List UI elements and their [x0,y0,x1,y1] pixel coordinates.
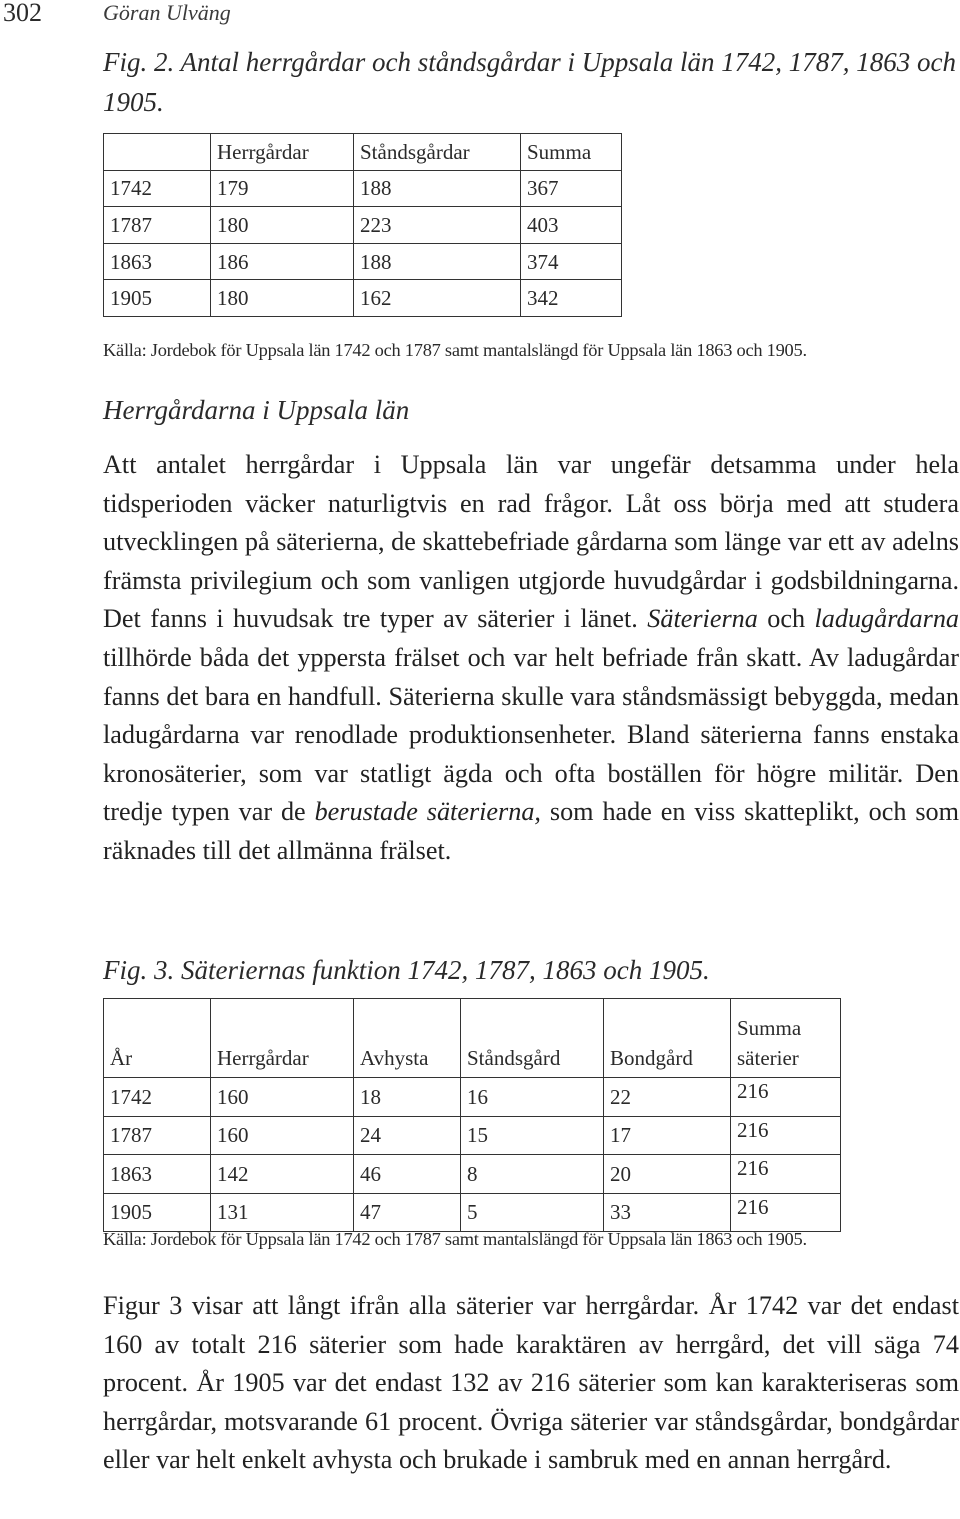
table-cell: 15 [461,1116,604,1155]
table-cell: 1863 [104,1155,211,1194]
table-cell: 180 [211,207,354,244]
table-cell: 179 [211,170,354,207]
summa-line-2: säterier [737,1046,799,1070]
emphasis-term: ladugårdarna [814,604,960,634]
table-header-cell: År [104,999,211,1078]
table-cell: 367 [521,170,622,207]
fig2-table [103,133,622,317]
table-cell: 160 [211,1078,354,1117]
emphasis-term: Säterierna [647,604,758,634]
table-cell: 216 [731,1078,841,1117]
table-cell: 180 [211,280,354,317]
table-cell: 188 [354,170,521,207]
fig2-source-note: Källa: Jordebok för Uppsala län 1742 och 1787 samt mantalslängd för Uppsala län 1863 och 1905. [103,340,807,360]
table-cell: 5 [461,1193,604,1232]
table-header-cell: Bondgård [604,999,731,1078]
table-cell: 18 [354,1078,461,1117]
section-heading: Herrgårdarna i Uppsala län [103,395,410,425]
table-cell [104,134,211,171]
table-cell: 403 [521,207,622,244]
paragraph-text: Att antalet herrgårdar i Uppsala län var ungefär detsamma under hela tidsperioden väcker naturligtvis en rad frågor. Låt oss börja med att studera utvecklingen på säterierna, de skattebefriade gårdarna som länge var ett av adelns främsta privilegium och som vanligen utgjorde huvudgårdar i godsbildningarna. Det fanns i huvudsak tre typer av säterier i länet. [103,450,959,634]
fig2-caption: Fig. 2. Antal herrgårdar och ståndsgårdar i Uppsala län 1742, 1787, 1863 och 1905. [103,47,957,117]
table-row [104,170,622,207]
table-cell: 22 [604,1078,731,1117]
table-cell: 1742 [104,1078,211,1117]
table-header-cell: Herrgårdar [211,134,354,171]
table-header-cell: Ståndsgård [461,999,604,1078]
table-cell: 17 [604,1116,731,1155]
table-header-cell: Summa [521,134,622,171]
table-row [104,207,622,244]
table-cell: 131 [211,1193,354,1232]
fig3-table [103,998,841,1232]
table-cell: 1905 [104,280,211,317]
table-cell: 216 [731,1193,841,1232]
table-cell: 24 [354,1116,461,1155]
table-header-row [104,134,622,171]
table-cell: 160 [211,1116,354,1155]
running-header-author: Göran Ulväng [103,0,231,25]
table-row [104,1116,841,1155]
table-row [104,1155,841,1194]
paragraph-text: och [757,604,815,634]
table-cell: 20 [604,1155,731,1194]
table-cell: 47 [354,1193,461,1232]
page-number: 302 [3,0,42,27]
table-header-cell-summa [731,999,841,1078]
table-cell: 223 [354,207,521,244]
table-cell: 46 [354,1155,461,1194]
table-cell: 8 [461,1155,604,1194]
table-cell: 216 [731,1116,841,1155]
table-cell: 186 [211,243,354,280]
table-row [104,280,622,317]
table-cell: 162 [354,280,521,317]
emphasis-term: berustade säterierna, [314,797,541,827]
table-row [104,1078,841,1117]
table-header-cell: Herrgårdar [211,999,354,1078]
table-header-cell: Ståndsgårdar [354,134,521,171]
table-cell: 216 [731,1155,841,1194]
table-header-cell: Avhysta [354,999,461,1078]
table-cell: 1863 [104,243,211,280]
table-cell: 188 [354,243,521,280]
table-row [104,1193,841,1232]
table-cell: 1742 [104,170,211,207]
table-cell: 1787 [104,207,211,244]
table-cell: 1787 [104,1116,211,1155]
table-header-row [104,999,841,1078]
table-cell: 33 [604,1193,731,1232]
summa-line-1: Summa [737,1016,802,1040]
fig3-source-note: Källa: Jordebok för Uppsala län 1742 och 1787 samt mantalslängd för Uppsala län 1863 och 1905. [103,1229,807,1249]
paragraph-text: som hade en viss skatteplikt, och som räknades till det allmänna frälset. [103,797,959,865]
body-paragraph-1 [103,446,959,871]
table-cell: 1905 [104,1193,211,1232]
paragraph-text: tillhörde båda det yppersta frälset och var helt befriade från skatt. Av ladugårdar fanns det bara en handfull. Säterierna skulle vara ståndsmässigt bebyggda, medan ladugårdarna var renodlade produktionsenheter. Bland säterierna fanns enstaka kronosäterier, som var statligt ägda och ofta boställen för högre militär. Den tredje typen var de [103,642,959,827]
table-cell: 142 [211,1155,354,1194]
table-cell: 16 [461,1078,604,1117]
body-paragraph-2: Figur 3 visar att långt ifrån alla säterier var herrgårdar. År 1742 var det endast 160 av totalt 216 säterier som hade karaktären av herrgård, det vill säga 74 procent. År 1905 var det endast 132 av 216 säterier som kan karakteriseras som herrgårdar, motsvarande 61 procent. Övriga säterier var ståndsgårdar, bondgårdar eller var helt enkelt avhysta och brukade i sambruk med en annan herrgård. [103,1291,959,1475]
fig3-caption: Fig. 3. Säteriernas funktion 1742, 1787, 1863 och 1905. [103,955,710,985]
table-cell: 342 [521,280,622,317]
table-cell: 374 [521,243,622,280]
table-row [104,243,622,280]
